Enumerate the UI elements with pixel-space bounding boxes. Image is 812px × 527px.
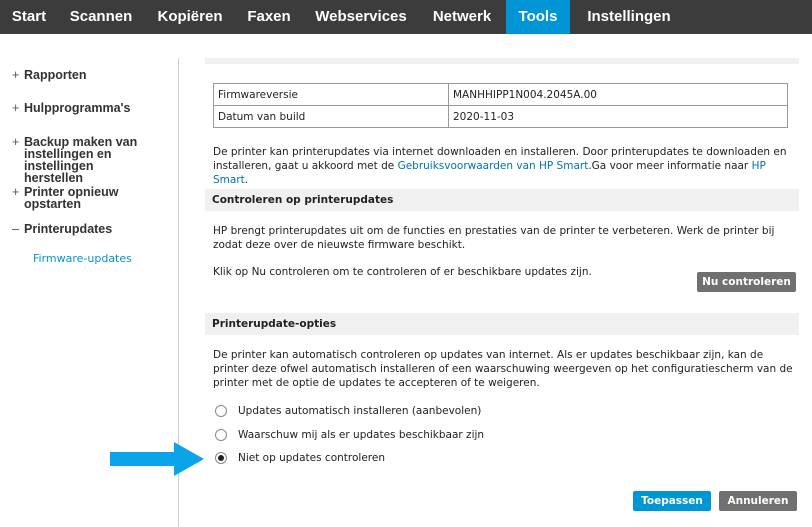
- section-header-printerupdate-opties: [205, 313, 799, 335]
- apply-button[interactable]: Toepassen: [633, 491, 711, 511]
- radio-button-selected[interactable]: [215, 452, 227, 464]
- top-navigation: [0, 0, 812, 34]
- info-text-part: De printer kan printerupdates via internet downloaden en installeren. Door printerupdates te downloaden en installeren, gaat u akkoord met de: [213, 146, 787, 172]
- radio-label: Waarschuw mij als er updates beschikbaar zijn: [238, 429, 485, 441]
- section-header-firmwareversie-remnant: [205, 58, 799, 64]
- sidebar-subitem-firmware-updates[interactable]: Firmware-updates: [33, 252, 132, 265]
- firmware-info-text: [213, 145, 798, 187]
- options-info-text: De printer kan automatisch controleren op updates van internet. Als er updates beschikbaar zijn, kan de printer deze ofwel automatisch installeren of een waarschuwing weergeven op het configuratiescherm van de printer met de optie de updates te accepteren of te weigeren.: [213, 349, 793, 389]
- sidebar-item-printer-opnieuw-opstarten[interactable]: [12, 186, 134, 210]
- sidebar-item-label: Rapporten: [24, 68, 87, 82]
- cancel-button[interactable]: Annuleren: [719, 491, 797, 511]
- nav-tab-instellingen[interactable]: Instellingen: [587, 8, 671, 25]
- sidebar-item-label: Hulpprogramma's: [24, 101, 131, 115]
- check-info-text: HP brengt printerupdates uit om de functies en prestaties van de printer te verbeteren. Werk de printer bij zodat deze over de nieuwste firmware beschikt.: [213, 225, 775, 251]
- section-header-controleren: [205, 189, 799, 211]
- radio-button[interactable]: [215, 405, 227, 417]
- scroll-mask: [180, 34, 812, 58]
- nav-tab-faxen[interactable]: Faxen: [247, 8, 291, 25]
- sidebar-item-printerupdates[interactable]: [12, 223, 112, 235]
- expand-icon: +: [12, 185, 20, 199]
- collapse-icon: –: [12, 222, 19, 236]
- nav-tab-start[interactable]: Start: [11, 8, 47, 25]
- expand-icon: +: [12, 135, 20, 149]
- table-row: [214, 84, 788, 106]
- radio-label: Niet op updates controleren: [238, 452, 385, 464]
- sidebar-item-backup[interactable]: [12, 136, 154, 184]
- nav-tab-webservices[interactable]: Webservices: [315, 8, 407, 25]
- radio-selected-dot: [218, 455, 224, 461]
- terms-link[interactable]: Gebruiksvoorwaarden van HP Smart: [397, 160, 589, 172]
- info-text-part: .: [244, 174, 249, 186]
- section-header-label: Printerupdate-opties: [212, 318, 337, 330]
- table-row: [214, 106, 788, 128]
- radio-button[interactable]: [215, 429, 227, 441]
- sidebar-item-rapporten[interactable]: [12, 69, 87, 81]
- table-cell-label: Datum van build: [214, 106, 449, 128]
- table-cell-value: MANHHIPP1N004.2045A.00: [449, 84, 788, 106]
- info-text-part: .Ga voor meer informatie naar: [588, 160, 752, 172]
- sidebar-item-label: Printerupdates: [24, 222, 113, 236]
- sidebar-item-label: Printer opnieuw opstarten: [24, 185, 119, 211]
- check-instruction-text: Klik op Nu controleren om te controleren of er beschikbare updates zijn.: [213, 266, 592, 278]
- sidebar-item-hulpprogrammas[interactable]: [12, 102, 130, 114]
- check-now-button[interactable]: Nu controleren: [697, 272, 796, 292]
- expand-icon: +: [12, 68, 20, 82]
- table-cell-label: Firmwareversie: [214, 84, 449, 106]
- nav-tab-kopieren[interactable]: Kopiëren: [157, 8, 223, 25]
- hp-smart-link[interactable]: HP Smart: [213, 160, 766, 186]
- table-cell-value: 2020-11-03: [449, 106, 788, 128]
- arrow-right-icon: [110, 440, 205, 478]
- expand-icon: +: [12, 101, 20, 115]
- nav-tab-tools[interactable]: Tools: [506, 0, 570, 34]
- firmware-table: [213, 83, 788, 128]
- sidebar-item-label: Backup maken van instellingen en instellingen herstellen: [24, 135, 138, 185]
- nav-tab-netwerk[interactable]: Netwerk: [432, 8, 492, 25]
- radio-label: Updates automatisch installeren (aanbevolen): [238, 405, 482, 417]
- nav-tab-scannen[interactable]: Scannen: [69, 8, 133, 25]
- section-header-label: Controleren op printerupdates: [212, 194, 394, 206]
